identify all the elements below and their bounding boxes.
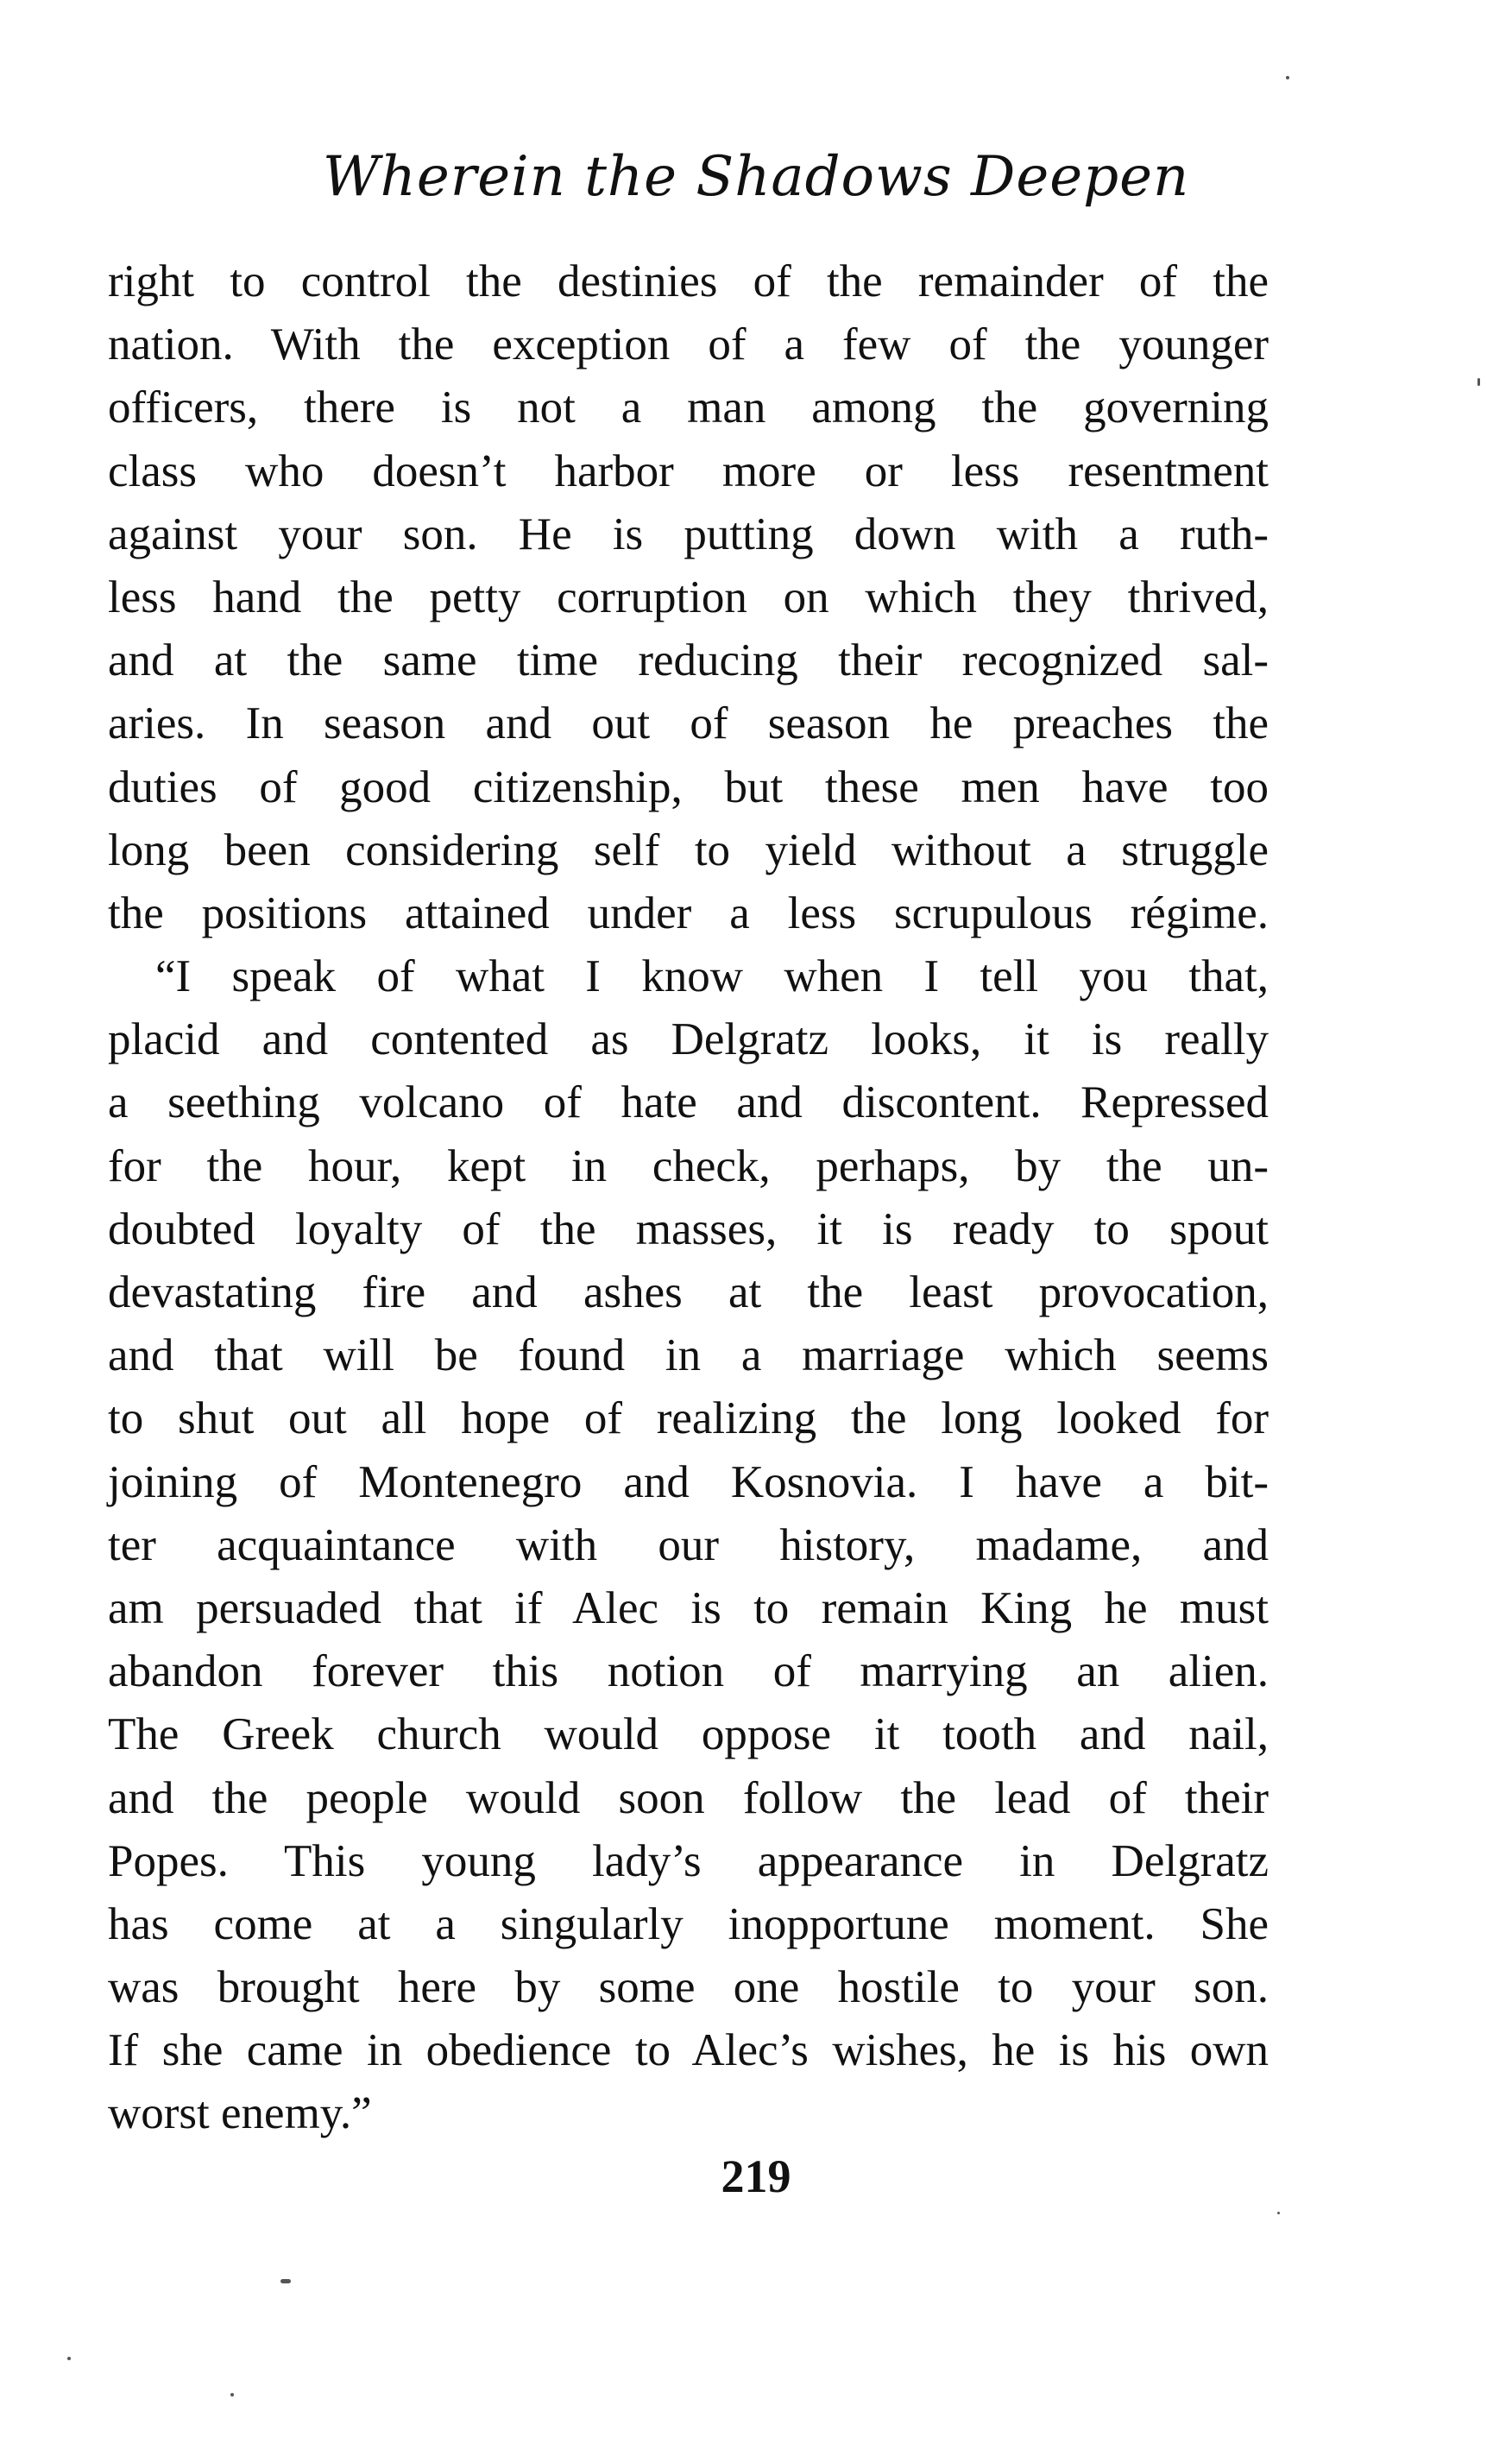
text-line: duties of good citizenship, but these men have too [108,761,1269,812]
text-line: and that will be found in a marriage which seems [108,1330,1269,1381]
text-line: and at the same time reducing their recognized sal- [108,635,1269,686]
paragraph-end-line: worst enemy.” [108,2088,372,2139]
text-line: for the hour, kept in check, perhaps, by the un- [108,1140,1269,1191]
body-text [108,250,1269,2146]
text-line: ter acquaintance with our history, madame, and [108,1519,1269,1570]
scan-speck [1277,2212,1280,2214]
text-line: was brought here by some one hostile to your son. [108,1962,1269,2013]
text-line: abandon forever this notion of marrying an alien. [108,1646,1269,1697]
text-line: officers, there is not a man among the governing [108,382,1269,433]
text-line: to shut out all hope of realizing the long looked for [108,1393,1269,1444]
text-line: against your son. He is putting down with a ruth- [108,508,1269,559]
text-line: placid and contented as Delgratz looks, it is really [108,1014,1269,1065]
text-line: nation. With the exception of a few of the younger [108,319,1269,370]
text-line: doubted loyalty of the masses, it is ready to spout [108,1203,1269,1254]
text-line: Popes. This young lady’s appearance in Delgratz [108,1835,1269,1886]
text-line: The Greek church would oppose it tooth and nail, [108,1709,1269,1760]
text-line: class who doesn’t harbor more or less resentment [108,445,1269,496]
text-line: joining of Montenegro and Kosnovia. I have a bit- [108,1456,1269,1507]
scan-speck [230,2393,234,2396]
text-line: devastating fire and ashes at the least provocation, [108,1267,1269,1317]
text-line: right to control the destinies of the remainder of the [108,256,1269,306]
text-line: aries. In season and out of season he preaches the [108,698,1269,749]
scan-speck [280,2279,291,2283]
text-line: the positions attained under a less scrupulous régime. [108,887,1269,938]
scan-speck [67,2357,71,2360]
text-line: less hand the petty corruption on which they thrived, [108,571,1269,622]
text-line: If she came in obedience to Alec’s wishes, he is his own [108,2025,1269,2076]
text-line: am persuaded that if Alec is to remain King he must [108,1582,1269,1633]
text-line: and the people would soon follow the lead of their [108,1772,1269,1823]
text-line: long been considering self to yield without a struggle [108,824,1269,875]
text-line: a seething volcano of hate and discontent. Repressed [108,1077,1269,1128]
page-number: 219 [721,2150,791,2202]
scan-speck [1477,378,1480,386]
scan-speck [1286,76,1289,79]
paragraph-start-line: “I speak of what I know when I tell you that, [155,951,1269,1002]
running-head: Wherein the Shadows Deepen [322,145,1190,209]
text-line: has come at a singularly inopportune moment. She [108,1898,1269,1949]
